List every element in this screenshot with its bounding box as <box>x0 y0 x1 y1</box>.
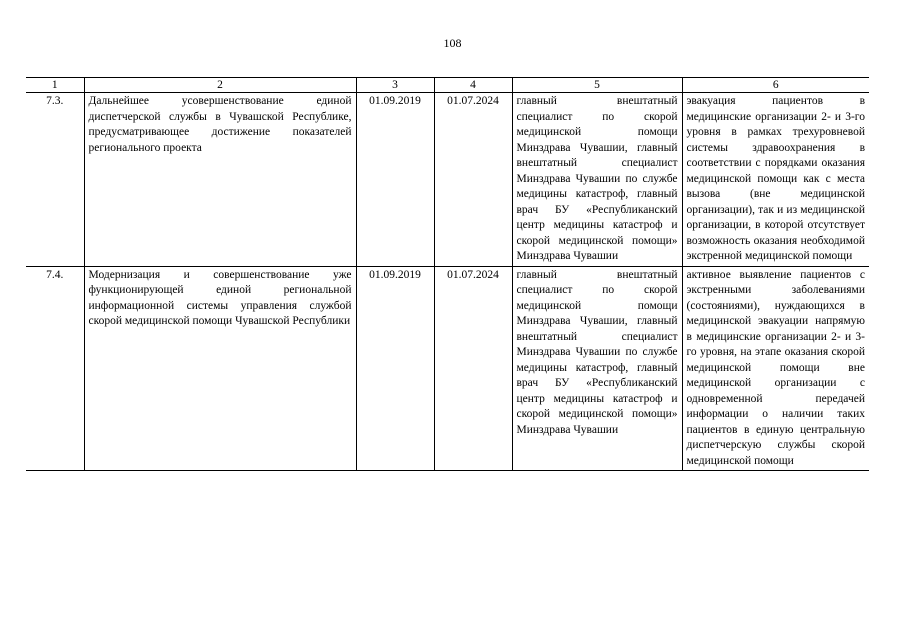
item-name: Дальнейшее усовершенствование единой диспетчерской службы в Чувашской Республике, предусматривающее достижение показателей регионального проекта <box>84 93 356 267</box>
start-date: 01.09.2019 <box>356 266 434 471</box>
start-date: 01.09.2019 <box>356 93 434 267</box>
item-number: 7.4. <box>26 266 84 471</box>
expected-result: эвакуация пациентов в медицинские организации 2- и 3-го уровня в рамках трехуровневой системы здравоохранения в соответствии с порядками оказания медицинской помощи как с места вызова (вне медицинской организации), так и из медицинской организации, в которой отсутствует возможность оказания необходимой экстренной медицинской помощи <box>682 93 869 267</box>
item-number: 7.3. <box>26 93 84 267</box>
table-row <box>26 93 869 267</box>
responsible-persons: главный внештатный специалист по скорой медицинской помощи Минздрава Чувашии, главный внештатный специалист Минздрава Чувашии по службе медицины катастроф, главный врач БУ «Республиканский центр медицины катастроф и скорой медицинской помощи» Минздрава Чувашии <box>512 93 682 267</box>
plan-table <box>26 77 869 471</box>
column-header-5: 5 <box>512 78 682 93</box>
column-header-1: 1 <box>26 78 84 93</box>
column-header-4: 4 <box>434 78 512 93</box>
column-header-6: 6 <box>682 78 869 93</box>
item-name: Модернизация и совершенствование уже функционирующей единой региональной информационной системы управления службой скорой медицинской помощи Чувашской Республики <box>84 266 356 471</box>
page-number: 108 <box>443 36 462 50</box>
end-date: 01.07.2024 <box>434 266 512 471</box>
expected-result: активное выявление пациентов с экстренными заболеваниями (состояниями), нуждающихся в медицинской эвакуации напрямую в медицинские организации 2- и 3-го уровня, на этапе оказания скорой медицинской помощи вне медицинской организации с одновременной передачей информации о наличии таких пациентов в единую центральную диспетчерскую службы скорой медицинской помощи <box>682 266 869 471</box>
table-row <box>26 266 869 471</box>
column-header-3: 3 <box>356 78 434 93</box>
end-date: 01.07.2024 <box>434 93 512 267</box>
column-header-2: 2 <box>84 78 356 93</box>
header-row <box>26 78 869 93</box>
responsible-persons: главный внештатный специалист по скорой медицинской помощи Минздрава Чувашии, главный внештатный специалист Минздрава Чувашии по службе медицины катастроф, главный врач БУ «Республиканский центр медицины катастроф и скорой медицинской помощи» Минздрава Чувашии <box>512 266 682 471</box>
